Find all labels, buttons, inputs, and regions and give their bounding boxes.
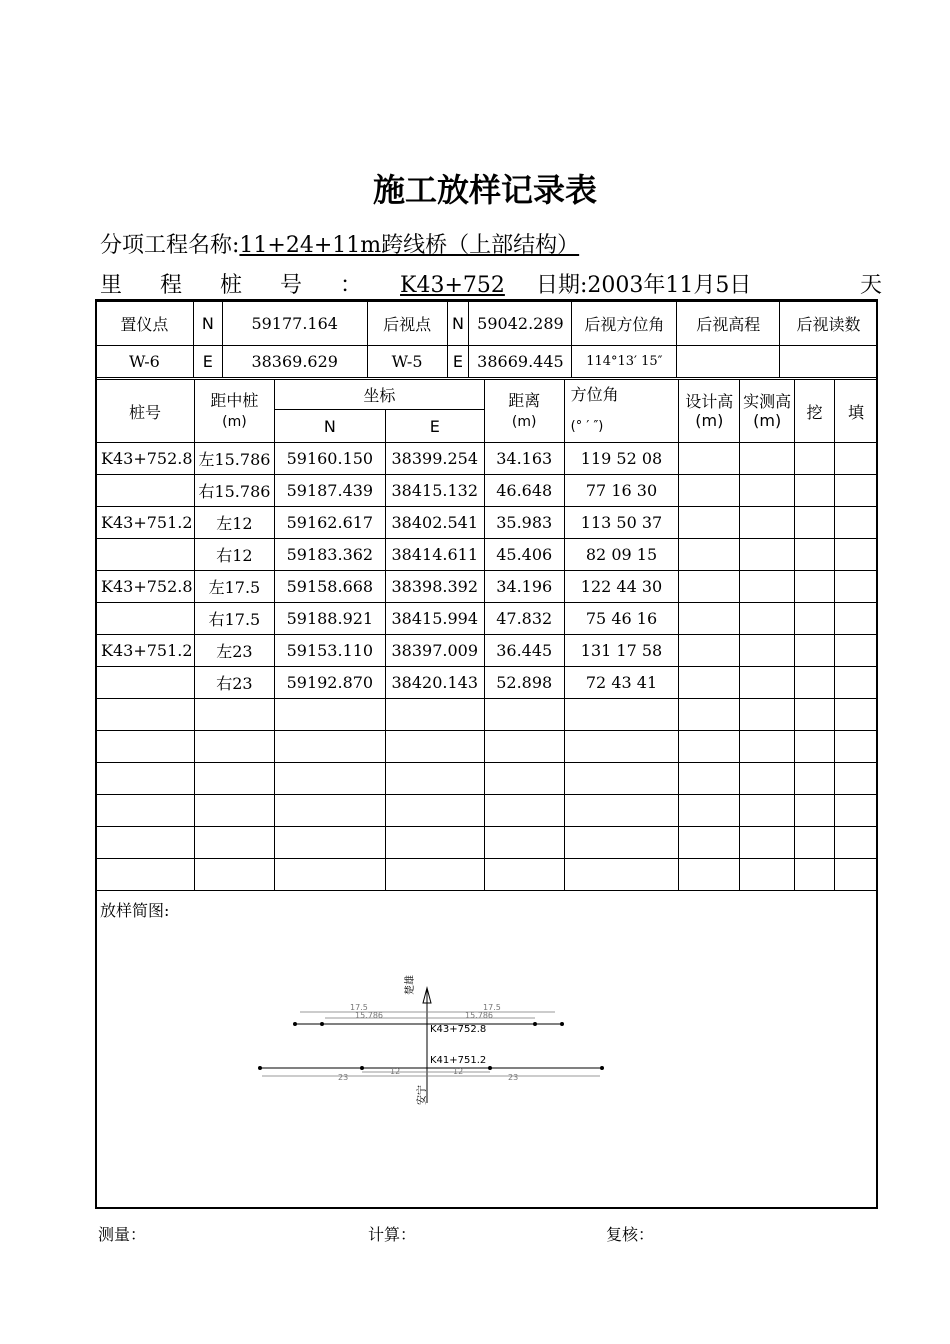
table-cell — [795, 827, 835, 859]
table-cell-az — [564, 859, 679, 891]
table-cell-e: 38415.994 — [385, 603, 484, 635]
azimuth-label: 后视方位角 — [572, 302, 677, 346]
table-cell-offset: 右17.5 — [194, 603, 274, 635]
table-cell — [679, 539, 740, 571]
table-cell-n: 59183.362 — [274, 539, 385, 571]
table-cell — [835, 795, 878, 827]
header-distance: 距离 (m) — [484, 380, 564, 443]
table-cell-pile — [96, 667, 195, 699]
table-cell — [835, 699, 878, 731]
table-cell-n — [274, 699, 385, 731]
table-cell — [795, 795, 835, 827]
pile-b-label: K41+751.2 — [430, 1055, 487, 1066]
table-cell — [740, 507, 795, 539]
dim-right-23: 23 — [508, 1073, 519, 1082]
table-cell — [740, 443, 795, 475]
table-cell — [835, 443, 878, 475]
project-label: 分项工程名称: — [100, 233, 240, 258]
table-cell — [740, 859, 795, 891]
table-cell — [679, 859, 740, 891]
table-cell-dist — [484, 859, 564, 891]
table-cell-az: 122 44 30 — [564, 571, 679, 603]
instrument-table — [95, 301, 878, 378]
table-cell-e — [385, 731, 484, 763]
table-cell-dist: 35.983 — [484, 507, 564, 539]
table-cell-az: 131 17 58 — [564, 635, 679, 667]
table-row — [96, 507, 878, 539]
table-cell-n: 59158.668 — [274, 571, 385, 603]
table-cell-pile — [96, 795, 195, 827]
table-cell-offset — [194, 859, 274, 891]
e-label-2: E — [447, 346, 469, 378]
station-value: W-6 — [96, 346, 194, 378]
table-cell — [795, 731, 835, 763]
table-row — [96, 571, 878, 603]
table-cell-dist: 34.196 — [484, 571, 564, 603]
station-n: 59177.164 — [222, 302, 367, 346]
height-value — [677, 346, 780, 378]
table-cell-e — [385, 827, 484, 859]
table-cell-n: 59153.110 — [274, 635, 385, 667]
dim-right-12: 12 — [453, 1067, 464, 1076]
page-title: 施工放样记录表 — [372, 171, 597, 209]
table-cell-pile: K43+752.8 — [96, 571, 195, 603]
table-cell-n: 59160.150 — [274, 443, 385, 475]
table-cell-offset: 左12 — [194, 507, 274, 539]
layout-table — [95, 379, 878, 891]
calc-sign: 计算： — [368, 1225, 417, 1244]
table-cell-n: 59188.921 — [274, 603, 385, 635]
table-cell-n — [274, 731, 385, 763]
table-cell-dist: 47.832 — [484, 603, 564, 635]
table-cell — [795, 443, 835, 475]
table-cell-e — [385, 699, 484, 731]
table-cell — [679, 763, 740, 795]
station-e: 38369.629 — [222, 346, 367, 378]
table-cell — [679, 507, 740, 539]
table-cell-az — [564, 699, 679, 731]
weather-label: 天 — [860, 273, 883, 298]
station-label: 置仪点 — [96, 302, 194, 346]
table-cell-az: 119 52 08 — [564, 443, 679, 475]
table-cell-pile: K43+751.2 — [96, 507, 195, 539]
table-cell — [740, 603, 795, 635]
table-cell — [835, 859, 878, 891]
table-cell — [679, 827, 740, 859]
table-cell — [835, 603, 878, 635]
table-row — [96, 763, 878, 795]
table-cell-dist: 34.163 — [484, 443, 564, 475]
table-cell — [740, 731, 795, 763]
table-cell-az — [564, 731, 679, 763]
table-cell — [679, 571, 740, 603]
table-cell-offset: 右12 — [194, 539, 274, 571]
table-row — [96, 795, 878, 827]
table-cell-e: 38397.009 — [385, 635, 484, 667]
table-cell-dist: 36.445 — [484, 635, 564, 667]
back-point: W-5 — [367, 346, 447, 378]
height-label: 后视高程 — [677, 302, 780, 346]
table-cell-n: 59187.439 — [274, 475, 385, 507]
table-cell-n: 59162.617 — [274, 507, 385, 539]
table-cell-e — [385, 795, 484, 827]
table-cell — [795, 539, 835, 571]
table-cell — [835, 635, 878, 667]
table-row — [96, 443, 878, 475]
back-e: 38669.445 — [469, 346, 572, 378]
table-cell-az: 113 50 37 — [564, 507, 679, 539]
layout-sketch — [250, 968, 620, 1118]
table-cell-offset: 左15.786 — [194, 443, 274, 475]
table-cell — [740, 475, 795, 507]
table-cell-e: 38399.254 — [385, 443, 484, 475]
table-row — [96, 667, 878, 699]
reading-label: 后视读数 — [780, 302, 878, 346]
dim-left-12: 12 — [390, 1067, 401, 1076]
table-cell — [740, 539, 795, 571]
table-cell-e: 38402.541 — [385, 507, 484, 539]
table-cell-dist — [484, 763, 564, 795]
n-label-2: N — [447, 302, 469, 346]
table-cell-pile — [96, 603, 195, 635]
n-label: N — [193, 302, 222, 346]
table-row — [96, 603, 878, 635]
table-row — [96, 475, 878, 507]
mileage-value: K43+752 — [400, 273, 505, 298]
table-cell — [795, 699, 835, 731]
survey-sign: 测量： — [98, 1225, 147, 1244]
table-cell — [740, 635, 795, 667]
table-cell-pile — [96, 539, 195, 571]
table-cell — [795, 763, 835, 795]
table-cell-az — [564, 763, 679, 795]
project-name-line — [100, 228, 579, 259]
table-cell-offset: 左17.5 — [194, 571, 274, 603]
table-cell-pile — [96, 699, 195, 731]
table-cell — [679, 603, 740, 635]
header-pile: 桩号 — [96, 380, 195, 443]
dim-left-15786: 15.786 — [355, 1011, 383, 1020]
table-cell-offset — [194, 827, 274, 859]
table-cell-pile — [96, 859, 195, 891]
table-cell-offset: 右23 — [194, 667, 274, 699]
sketch-label: 放样简图: — [100, 901, 170, 920]
table-cell-offset — [194, 763, 274, 795]
back-label: 后视点 — [367, 302, 447, 346]
table-cell-dist: 52.898 — [484, 667, 564, 699]
dim-right-175: 17.5 — [483, 1003, 501, 1012]
header-cut: 挖 — [795, 380, 835, 443]
project-value: 11+24+11m跨线桥（上部结构） — [239, 233, 580, 258]
table-cell-offset — [194, 731, 274, 763]
table-cell-offset: 右15.786 — [194, 475, 274, 507]
table-cell-e: 38398.392 — [385, 571, 484, 603]
table-cell — [795, 475, 835, 507]
north-label: 楚雄 — [405, 975, 416, 995]
table-cell — [679, 475, 740, 507]
table-cell — [679, 795, 740, 827]
mileage-line — [100, 268, 890, 299]
table-cell — [795, 507, 835, 539]
table-cell — [679, 699, 740, 731]
back-n: 59042.289 — [469, 302, 572, 346]
table-cell-offset — [194, 795, 274, 827]
table-cell-e — [385, 763, 484, 795]
table-cell — [835, 507, 878, 539]
table-cell-dist — [484, 731, 564, 763]
table-cell — [740, 571, 795, 603]
table-row — [96, 539, 878, 571]
table-row — [96, 635, 878, 667]
table-cell — [679, 667, 740, 699]
table-cell-dist — [484, 827, 564, 859]
table-cell — [835, 475, 878, 507]
header-design: 设计高(m) — [679, 380, 740, 443]
date-text: 日期:2003年11月5日 — [536, 273, 752, 298]
table-cell — [835, 667, 878, 699]
table-cell — [835, 731, 878, 763]
table-cell — [795, 571, 835, 603]
table-cell-az — [564, 827, 679, 859]
table-cell-e — [385, 859, 484, 891]
table-cell — [835, 539, 878, 571]
table-cell-offset: 左23 — [194, 635, 274, 667]
table-cell — [740, 699, 795, 731]
table-cell-dist — [484, 699, 564, 731]
mileage-label: 里程桩号： — [100, 273, 401, 298]
dim-left-23: 23 — [338, 1073, 349, 1082]
azimuth-value: 114°13′ 15″ — [572, 346, 677, 378]
table-cell-offset — [194, 699, 274, 731]
header-coord: 坐标 — [274, 380, 484, 410]
table-cell-n — [274, 859, 385, 891]
table-cell-n — [274, 795, 385, 827]
dim-right-15786: 15.786 — [465, 1011, 493, 1020]
table-cell — [740, 763, 795, 795]
header-e: E — [385, 410, 484, 443]
table-cell — [740, 667, 795, 699]
table-cell — [679, 635, 740, 667]
table-row — [96, 731, 878, 763]
table-cell-pile: K43+751.2 — [96, 635, 195, 667]
table-cell-az: 72 43 41 — [564, 667, 679, 699]
table-cell-n — [274, 763, 385, 795]
table-cell-n — [274, 827, 385, 859]
table-cell — [795, 859, 835, 891]
table-cell — [795, 635, 835, 667]
header-offset: 距中桩 (m) — [194, 380, 274, 443]
table-cell — [679, 731, 740, 763]
header-fill: 填 — [835, 380, 878, 443]
check-sign: 复核： — [606, 1225, 655, 1244]
table-cell-az: 82 09 15 — [564, 539, 679, 571]
table-cell — [740, 795, 795, 827]
table-cell-az: 77 16 30 — [564, 475, 679, 507]
reading-value — [780, 346, 878, 378]
table-row — [96, 827, 878, 859]
table-cell — [740, 827, 795, 859]
header-measured: 实测高(m) — [740, 380, 795, 443]
header-azimuth: 方位角 (° ′ ″) — [564, 380, 679, 443]
table-cell-dist — [484, 795, 564, 827]
table-cell-e: 38415.132 — [385, 475, 484, 507]
table-cell-pile — [96, 475, 195, 507]
table-cell — [679, 443, 740, 475]
table-cell-pile: K43+752.8 — [96, 443, 195, 475]
table-cell-e: 38414.611 — [385, 539, 484, 571]
header-n: N — [274, 410, 385, 443]
table-cell-pile — [96, 827, 195, 859]
table-cell — [835, 571, 878, 603]
table-cell-pile — [96, 763, 195, 795]
table-cell — [835, 763, 878, 795]
table-cell-az — [564, 795, 679, 827]
table-cell-e: 38420.143 — [385, 667, 484, 699]
dim-left-175: 17.5 — [350, 1003, 368, 1012]
table-row — [96, 699, 878, 731]
table-cell-n: 59192.870 — [274, 667, 385, 699]
table-cell — [795, 667, 835, 699]
table-cell-dist: 46.648 — [484, 475, 564, 507]
table-row — [96, 859, 878, 891]
e-label: E — [193, 346, 222, 378]
table-cell — [835, 827, 878, 859]
table-cell-pile — [96, 731, 195, 763]
south-label: 安宁 — [417, 1085, 428, 1105]
pile-a-label: K43+752.8 — [430, 1024, 487, 1035]
table-cell-az: 75 46 16 — [564, 603, 679, 635]
table-cell — [795, 603, 835, 635]
table-cell-dist: 45.406 — [484, 539, 564, 571]
